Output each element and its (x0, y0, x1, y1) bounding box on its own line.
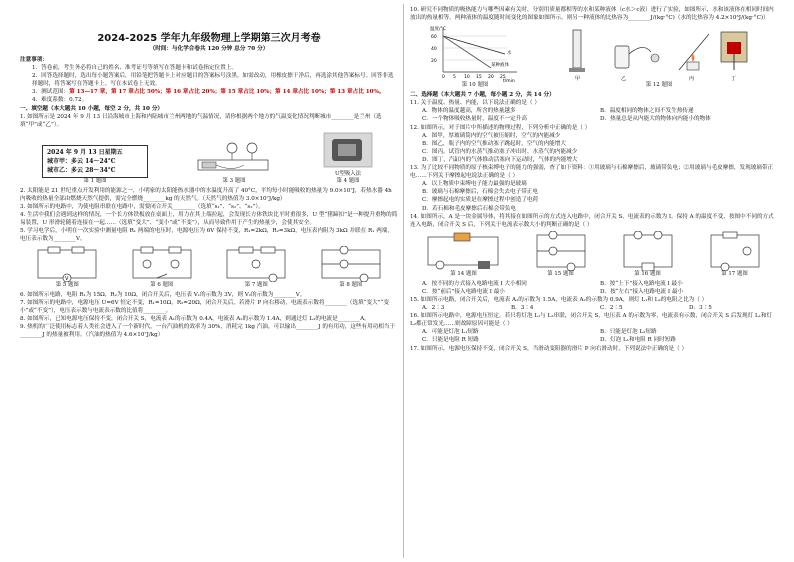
note-item-3-prefix: 3．测试范围： (32, 89, 70, 96)
figure-4 (320, 131, 376, 185)
figure-17 (705, 231, 765, 278)
option-11a: A．物体的温度越高，所含的热量越多 (422, 108, 516, 115)
figure-1 (42, 145, 148, 185)
figure-3-caption: 第 3 题图 (222, 177, 246, 184)
section-2-heading: 二、选择题（本大题共 7 小题，每小题 2 分，共 14 分） (410, 92, 555, 99)
figure-12 (559, 24, 759, 89)
question-7: 7. 如图所示的电路中，电源电压 U=6V 恒定不变，R₁=10Ω，R₂=20Ω，闭合开关后，若滑片 P 向右移动，电流表示数将________（选填“变大”“变小”或“不变”），电压表示数与电流表示数的比值将________。 (20, 299, 390, 314)
question-6: 6. 如图所示电路，电阻 R₁为 15Ω，R₂为 10Ω，闭合开关后，电压表 V₁的示数为 3V，则 V₂的示数为________V。 (20, 291, 306, 298)
note-item-4: 4．难度系数：0.72。 (32, 97, 88, 104)
column-divider (403, 4, 404, 558)
svg-text:V: V (65, 275, 69, 282)
circuit-diagram-17 (705, 231, 765, 271)
figure-12-label-ding: 丁 (731, 76, 737, 83)
question-13-stem: 13. 为了比较不同物质的原子核束缚电子的能力的强弱，查了如下资料：①用玻璃与石棉摩擦后，玻璃带负电；②用玻璃与毛皮摩擦，发现玻璃带正电……下列关于摩擦起电说法正确的是（ ） (410, 165, 774, 180)
option-16a: A．可能是灯泡 L₁短路 (422, 329, 479, 336)
figure-row-2 (20, 246, 398, 289)
thermal-experiment-pictures (559, 24, 759, 82)
page-title: 2024-2025 学年九年级物理上学期第三次月考卷 (97, 33, 321, 44)
question-11-options (410, 107, 778, 123)
figure-4-caption: 第 4 题图 (336, 177, 360, 184)
option-11b: B．温度相同的物体之间不发生热传递 (600, 108, 694, 115)
figure-5 (32, 246, 102, 289)
figure-12-label-yi: 乙 (621, 76, 627, 83)
graph-xtick-0: 0 (442, 75, 445, 81)
figure-8-caption: 第 8 题图 (339, 281, 363, 288)
question-3: 3. 如图所示的电路中，为使电阻串联在电路中，需要闭合开关________（选填“s₁”、“s₂”、“s₃”）。 (20, 204, 264, 211)
option-16d: D．灯泡 L₁和电阻 R 同时短路 (600, 337, 676, 344)
figure-3 (192, 138, 276, 185)
option-12b: B．图乙，瓶子内的空气推动塞子跳起时，空气的内能增大 (422, 140, 566, 147)
question-9: 9. 热机的广泛使用标志着人类社会进入了一个新时代，一台汽油机的效率为 30%，消耗完 1kg 汽油，可以输出________J 的有用功，这些有用功相当于________J 的热量被利用。（汽油的热值为 4.6×10⁷J/kg） (20, 323, 396, 338)
question-14-options (410, 280, 778, 296)
option-13d: D．若石棉和毛皮摩擦后石棉会带负电 (422, 205, 516, 212)
option-14a: A．按不同的方式接入电路电流 I 大小相同 (422, 280, 527, 287)
graph-ytick-20: 20 (431, 59, 437, 65)
question-5: 5. 学习电学后，小明在一次实验中测量电阻 R₁ 两端的电压时，电源电压为 6V 保持不变，R₁=2kΩ，R₂=3kΩ，电压表内阻为 3kΩ 并联在 R₁ 两端，电压表示数为________V。 (20, 228, 393, 243)
circuit-diagram-6 (127, 246, 197, 282)
question-12-stem: 12. 如图所示，对于图片中所描述的物理过程，下列分析中正确的是（ ） (410, 124, 591, 131)
graph-xtick-20: 20 (488, 75, 494, 81)
graph-ylabel: 温度/°C (430, 27, 446, 33)
option-11c: C．一个物体吸收热量时，温度不一定升高 (422, 116, 527, 123)
question-16-stem: 16. 如图所示电路中，电源电压恒定，若只将灯泡 L₁与 L₂串联，闭合开关 S，电压表 A 的示数为零，电流表有示数，闭合开关 S 后发现灯 L₁和灯 L₂都正常发光……则故障原因可能是（ ） (410, 313, 773, 328)
figure-10 (429, 24, 521, 89)
figure-row-1 (20, 131, 398, 185)
weather-date: 2024 年 9 月 13 日星期五 (47, 148, 123, 156)
figure-16 (618, 231, 678, 278)
circuit-diagram-8 (316, 246, 386, 282)
figure-15-caption: 第 15 题图 (547, 270, 574, 277)
question-1: 1. 如图所示是 2024 年 9 月 13 日沿海城市上海和内陆城市兰州两地的气温情况，请你根据两个地方的气温变化情况判断城市________是兰州（选填“甲”或“乙”）。 (20, 113, 382, 128)
circuit-diagram-16 (618, 231, 678, 271)
graph-xtick-10: 10 (464, 75, 470, 81)
figure-15 (531, 231, 591, 278)
circuit-diagram-14 (424, 231, 504, 271)
figure-7 (221, 246, 291, 289)
note-item-3 (20, 88, 398, 96)
question-15-stem: 15. 如图所示电路，闭合开关后，电流表 A₁的示数为 1.5A，电流表 A₂的示数为 0.9A，则灯 L₁和 L₂的电阻之比为（ ） (410, 296, 708, 303)
question-2: 2. 太阳能是 21 世纪重点开发利用的能源之一，小明家的太阳能热水器中的水温度升高了 40°C，平均每小时能吸收的热量为 9.0×10⁷J，若热水器 4h 内吸收的热量全部由燃烧天然气提供，需完全燃烧________kg 的天然气。（天然气的热值为 3.0×10⁷J/kg） (20, 187, 392, 202)
figure-12-caption: 第 12 题图 (645, 82, 673, 89)
graph-xtick-15: 15 (476, 75, 482, 81)
circuit-diagram-15 (531, 231, 591, 271)
option-15a: A．2∶3 (422, 305, 445, 312)
graph-series-liquid: 某种液体 (491, 63, 509, 69)
note-item-2: 2．回答选择题时，选出每小题答案后，用铅笔把答题卡上对应题目的答案标号涂黑。如需改动，用橡皮擦干净后，再选涂其他答案标号。回答非选择题时，将答案写在答题卡上。写在本试卷上无效。 (32, 73, 394, 88)
figure-6 (127, 246, 197, 289)
figure-10-caption: 第 10 题图 (461, 82, 489, 89)
circuit-diagram-7 (221, 246, 291, 282)
question-4: 4. 生活中我们会遇到这样的情况，一个长方体铁板放在桌面上，用力在其上端拉起，会发现长方体铁块比平时重很多，U 型“猪蹄扣”是一种提升重物的简易装置，U 形滑轮随着连接在一起……（选填“变大”、“变小”或“不变”），从而导致作用于产生的热量少，会使其安全。 (20, 212, 398, 227)
circuit-diagram-5 (32, 246, 102, 282)
option-16b: B．只能是灯泡 L₂短路 (600, 329, 657, 336)
graph-ytick-40: 40 (431, 47, 437, 53)
option-11d: D．热量总是从内能大的物体向内能小的物体 (600, 116, 711, 123)
option-12c: C．图丙，试管内的水蒸气推动塞子冲出时，水蒸气的内能减少 (422, 148, 578, 155)
question-17: 17. 如图所示，电源电压保持不变，闭合开关 S，当滑动变阻器的滑片 P 向右滑动时，下列说法中正确的是（ ） (410, 345, 688, 352)
weather-city-jia: 城市甲：多云 14～24°C (47, 157, 116, 165)
option-15b: B．3∶4 (511, 305, 534, 312)
option-13b: B．玻璃与石棉摩擦后，石棉会失去电子带正电 (422, 189, 538, 196)
graph-xtick-25: 25 (500, 75, 506, 81)
weather-city-yi: 城市乙：多云 28～34°C (47, 166, 116, 174)
figure-17-caption: 第 17 题图 (721, 270, 748, 277)
question-15-options (410, 304, 778, 312)
figure-12-label-jia: 甲 (575, 76, 581, 83)
note-item-1: 1．答卷前，考生务必将自己的姓名、准考证号等填写在答题卡和试卷指定位置上。 (32, 65, 237, 72)
figure-row-3 (410, 231, 778, 278)
u-clamp-label: U型吸入法 (334, 170, 362, 177)
question-10: 10. 研究不同物质的吸热能力与哪些因素有关时，分别用质量都相等的水和某种液体（c水＞c液）进行了实验，如图所示，水和该液体在相同时间内放出的热量相等，两种液体的温度随时间变化的图象如图所示，则另一种液体的比热容为________J/(kg·°C)（水的比热容为 4.2×10³J/(kg·°C)） (410, 7, 774, 22)
right-column (410, 6, 778, 353)
u-clamp-photo (320, 131, 376, 171)
question-14: 14. 如图所示，A 是一块金属导体，将其接在如图所示的方式连入电路中，闭合开关 S，电流表的示数为 I。保持 A 的温度不变，按图中不同的方式连入电路，闭合开关 S 后，下列关于电流表示数大小的判断正确的是（ ） (410, 213, 774, 228)
left-column (20, 6, 398, 339)
notes-heading: 注意事项： (20, 57, 48, 63)
option-13c: C．摩擦起电的实质是在摩擦过程中创造了电荷 (422, 197, 539, 204)
section-1-heading: 一、填空题（本大题共 10 小题，每空 2 分，共 10 分） (20, 105, 164, 112)
figure-16-caption: 第 16 题图 (634, 270, 661, 277)
figure-5-caption: 第 5 题图 (55, 281, 79, 288)
figure-12-label-bing: 丙 (689, 76, 695, 83)
option-12a: A．图甲，厚玻璃筒内的空气被压缩时，空气的内能减少 (422, 132, 561, 139)
graph-ytick-60: 60 (431, 35, 437, 41)
page-subtitle: （时间：与化学合卷共 120 分钟 总分 70 分） (149, 46, 269, 52)
figure-14 (424, 231, 504, 278)
question-8: 8. 如图所示，已知电源电压保持不变，闭合开关 S，电流表 A₁的示数为 0.4A，电流表 A₂的示数为 1.4A，则通过灯 L₂的电流是________A。 (20, 315, 370, 322)
option-14d: D．按“左右”接入电路电流 I 最小 (600, 288, 684, 295)
graph-xlabel: t/min (503, 79, 515, 83)
figure-row-right-top (410, 24, 778, 89)
test-range: 第 13—17 章，第 17 章占比 50%；第 16 章占比 20%；第 15 章占比 10%；第 14 章占比 10%；第 13 章占比 10%。 (69, 89, 385, 96)
option-14c: C．按“前后”接入电路电流 I 最小 (422, 288, 505, 295)
option-15d: D．3∶5 (689, 305, 712, 312)
figure-8 (316, 246, 386, 289)
option-14b: B．按“上下”接入电路电流 I 最小 (600, 280, 683, 287)
question-11-stem: 11. 关于温度、热量、内能，以下说法正确的是（ ） (410, 100, 540, 107)
weather-box (42, 145, 148, 178)
option-16c: C．只能是电阻 R 短路 (422, 337, 479, 344)
figure-1-caption: 第 1 题图 (83, 177, 107, 184)
figure-6-caption: 第 6 题图 (150, 281, 174, 288)
figure-7-caption: 第 7 题图 (244, 281, 268, 288)
graph-xtick-5: 5 (453, 75, 456, 81)
temperature-time-graph (429, 24, 521, 82)
option-13a: A．以上物质中束缚电子能力最强的是玻璃 (422, 181, 527, 188)
circuit-diagram-3 (192, 138, 276, 178)
figure-14-caption: 第 14 题图 (450, 270, 477, 277)
option-12d: D．图丁，汽缸内的气体推动活塞向下运动时，气体的内能增大 (422, 156, 578, 163)
option-15c: C．2∶5 (600, 305, 623, 312)
graph-series-water: 水 (507, 51, 512, 57)
question-16-options (410, 328, 778, 344)
